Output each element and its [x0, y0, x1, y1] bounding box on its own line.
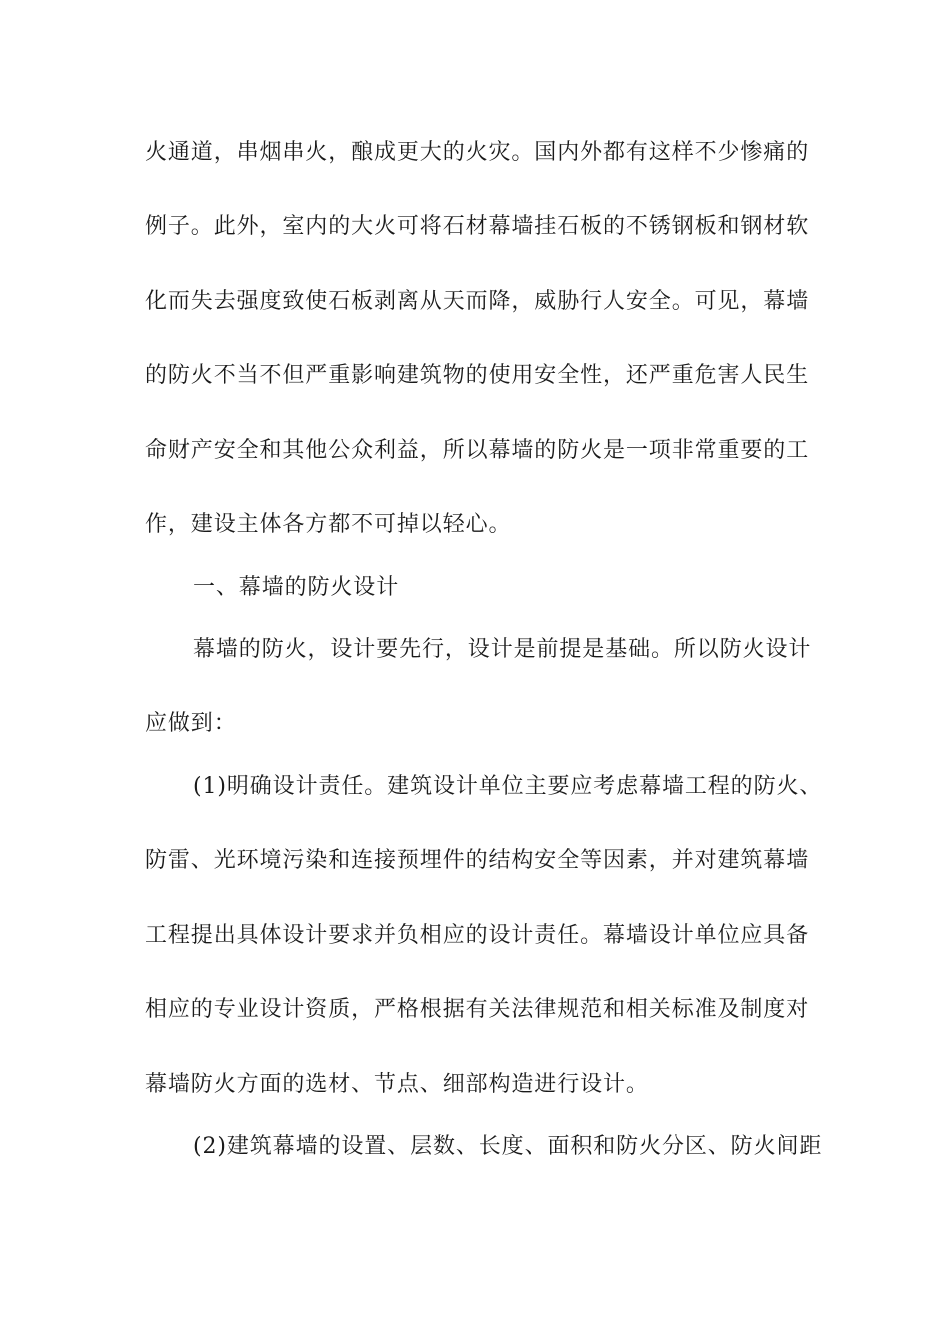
paragraph-line: 火通道，串烟串火，酿成更大的火灾。国内外都有这样不少惨痛的 — [145, 140, 810, 165]
paragraph-line: 工程提出具体设计要求并负相应的设计责任。幕墙设计单位应具备 — [145, 923, 810, 948]
list-item-line: (1)明确设计责任。建筑设计单位主要应考虑幕墙工程的防火、 — [193, 774, 823, 799]
paragraph-line: 幕墙的防火，设计要先行，设计是前提是基础。所以防火设计 — [193, 637, 812, 662]
paragraph-line: 应做到： — [145, 711, 237, 736]
paragraph-line: 的防火不当不但严重影响建筑物的使用安全性，还严重危害人民生 — [145, 363, 810, 388]
paragraph-line: 化而失去强度致使石板剥离从天而降，威胁行人安全。可见，幕墙 — [145, 289, 810, 314]
paragraph-line: 命财产安全和其他公众利益，所以幕墙的防火是一项非常重要的工 — [145, 438, 810, 463]
paragraph-line: 防雷、光环境污染和连接预埋件的结构安全等因素，并对建筑幕墙 — [145, 848, 810, 873]
paragraph-line: 例子。此外，室内的大火可将石材幕墙挂石板的不锈钢板和钢材软 — [145, 214, 810, 239]
section-heading: 一、幕墙的防火设计 — [193, 575, 400, 600]
list-item-line: (2)建筑幕墙的设置、层数、长度、面积和防火分区、防火间距 — [193, 1134, 823, 1159]
paragraph-line: 相应的专业设计资质，严格根据有关法律规范和相关标准及制度对 — [145, 997, 810, 1022]
paragraph-line: 幕墙防火方面的选材、节点、细部构造进行设计。 — [145, 1072, 649, 1097]
paragraph-line: 作，建设主体各方都不可掉以轻心。 — [145, 512, 512, 537]
